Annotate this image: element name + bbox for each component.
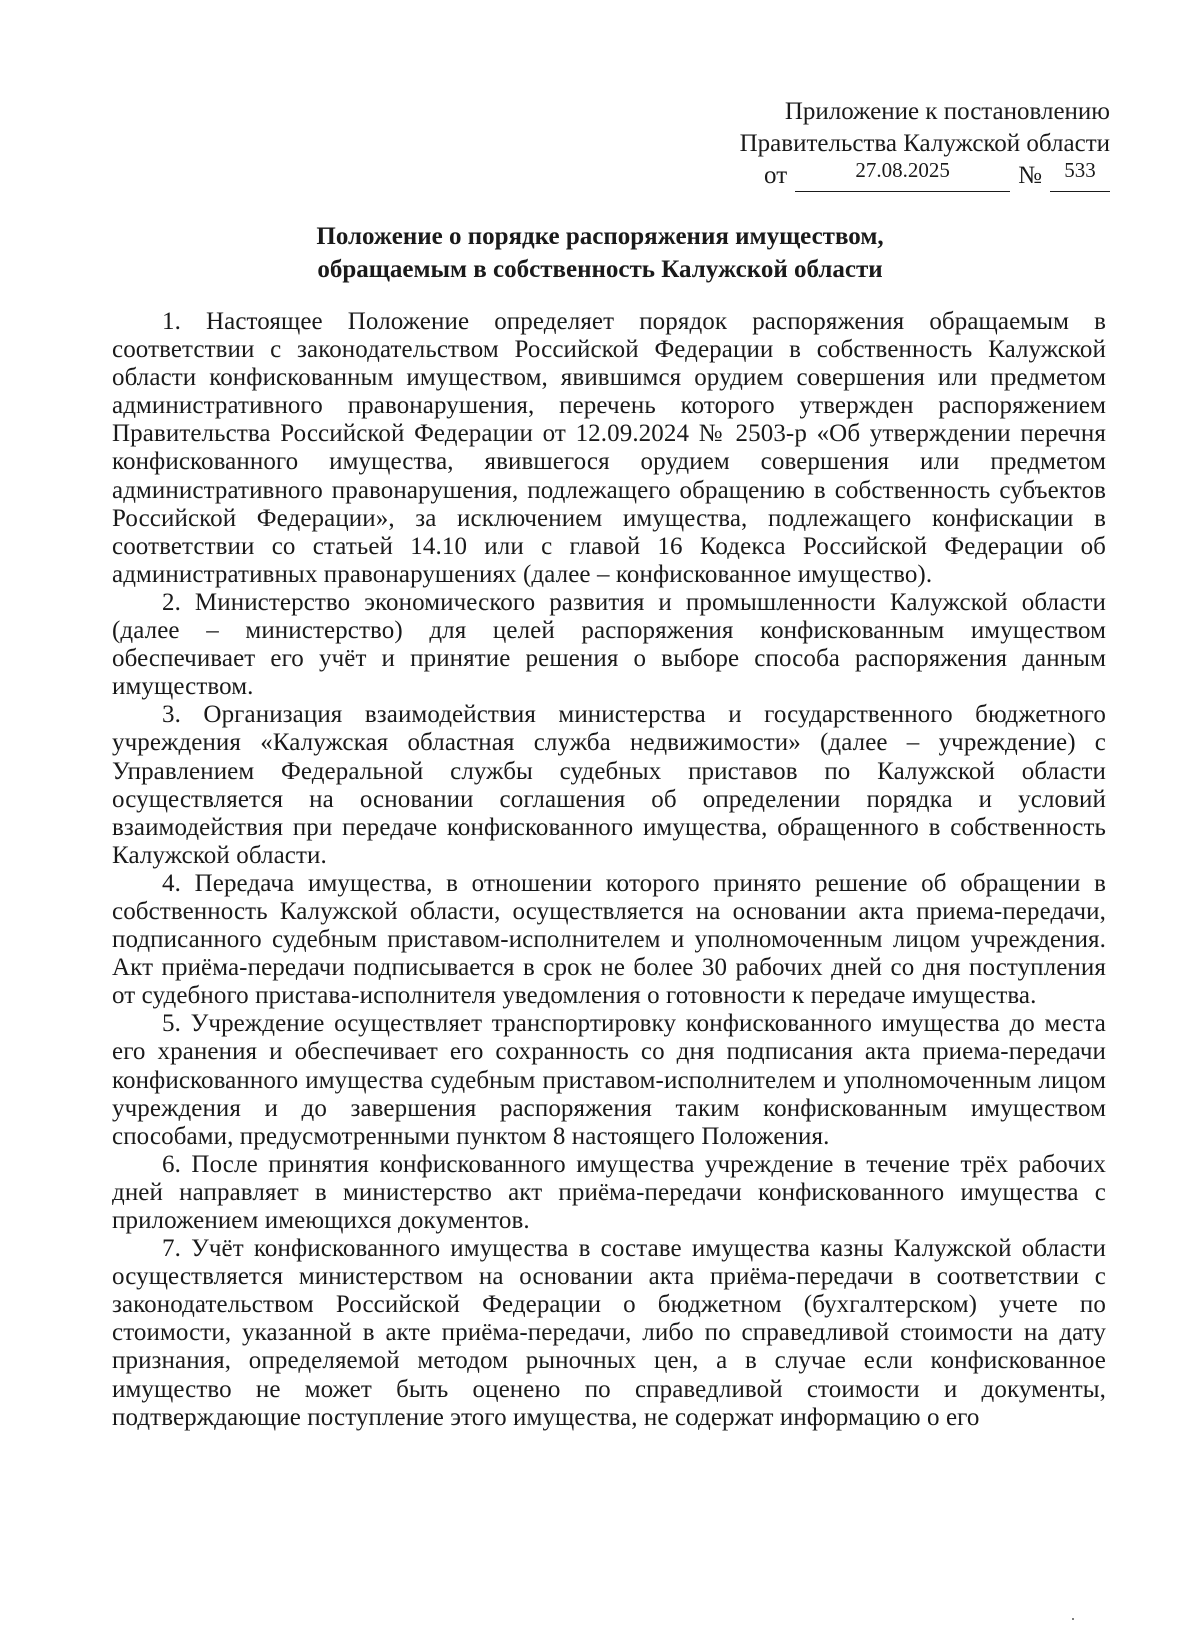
document-title — [0, 220, 1200, 286]
resolution-date: 27.08.2025 — [855, 158, 950, 182]
document-title-line-1: Положение о порядке распоряжения имуществом, — [316, 223, 884, 250]
appendix-line-2: Правительства Калужской области — [739, 130, 1110, 157]
resolution-date-number-row — [690, 160, 1110, 192]
date-prefix: от — [764, 162, 788, 189]
paragraph-1: 1. Настоящее Положение определяет порядок распоряжения обращаемым в соответствии с законодательством Российской Федерации в собственность Калужской области конфискованным имуществом, явившимся орудием совершения или предметом административного правонарушения, перечень которого утвержден распоряжением Правительства Российской Федерации от 12.09.2024 № 2503-р «Об утверждении перечня конфискованного имущества, явившегося орудием совершения или предметом административного правонарушения, подлежащего обращению в собственность субъектов Российской Федерации», за исключением имущества, подлежащего конфискации в соответствии со статьей 14.10 или с главой 16 Кодекса Российской Федерации об административных правонарушениях (далее – конфискованное имущество). — [112, 308, 1106, 588]
appendix-header — [690, 96, 1110, 192]
scan-artifact-dot — [1072, 1618, 1074, 1620]
paragraph-4: 4. Передача имущества, в отношении которого принято решение об обращении в собственность Калужской области, осуществляется на основании акта приема-передачи, подписанного судебным приставом-исполнителем и уполномоченным лицом учреждения. Акт приёма-передачи подписывается в срок не более 30 рабочих дней со дня поступления от судебного пристава-исполнителя уведомления о готовности к передаче имущества. — [112, 869, 1106, 1010]
paragraph-7: 7. Учёт конфискованного имущества в составе имущества казны Калужской области осуществляется министерством на основании акта приёма-передачи в соответствии с законодательством Российской Федерации о бюджетном (бухгалтерском) учете по стоимости, указанной в акте приёма-передачи, либо по справедливой стоимости на дату признания, определяемой методом рыночных цен, а в случае если конфискованное имущество не может быть оценено по справедливой стоимости и документы, подтверждающие поступление этого имущества, не содержат информацию о его — [112, 1235, 1106, 1431]
appendix-line-1: Приложение к постановлению — [784, 98, 1110, 125]
paragraph-5: 5. Учреждение осуществляет транспортировку конфискованного имущества до места его хранения и обеспечивает его сохранность со дня подписания акта приема-передачи конфискованного имущества судебным приставом-исполнителем и уполномоченным лицом учреждения и до завершения распоряжения таким конфискованным имуществом способами, предусмотренными пунктом 8 настоящего Положения. — [112, 1010, 1106, 1150]
paragraph-3: 3. Организация взаимодействия министерства и государственного бюджетного учреждения «Калужская областная служба недвижимости» (далее – учреждение) с Управлением Федеральной службы судебных приставов по Калужской области осуществляется на основании соглашения об определении порядка и условий взаимодействия при передаче конфискованного имущества, обращенного в собственность Калужской области. — [112, 701, 1106, 869]
paragraph-2: 2. Министерство экономического развития и промышленности Калужской области (далее – министерство) для целей распоряжения конфискованным имуществом обеспечивает его учёт и принятие решения о выборе способа распоряжения данным имуществом. — [112, 588, 1106, 701]
resolution-number-field — [1050, 158, 1110, 192]
number-prefix: № — [1018, 162, 1042, 189]
paragraph-6: 6. После принятия конфискованного имущества учреждение в течение трёх рабочих дней направляет в министерство акт приёма-передачи конфискованного имущества с приложением имеющихся документов. — [112, 1150, 1106, 1234]
resolution-date-field — [795, 158, 1010, 192]
document-body — [112, 308, 1106, 1432]
resolution-number: 533 — [1064, 158, 1096, 182]
document-title-line-2: обращаемым в собственность Калужской области — [317, 256, 883, 283]
